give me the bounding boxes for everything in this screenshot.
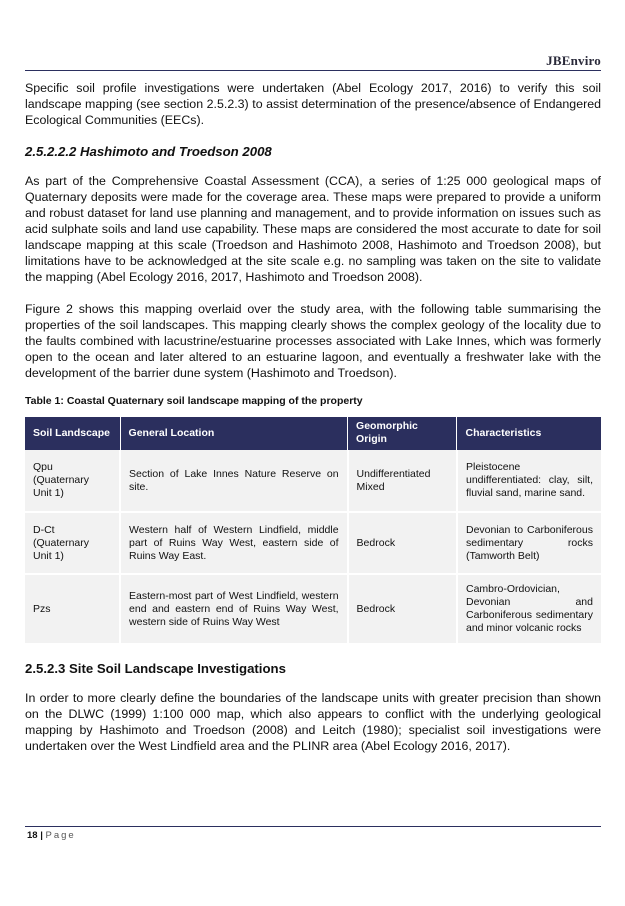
soil-landscape-cell: Qpu (Quaternary Unit 1) — [25, 450, 120, 512]
column-header-geomorphic-origin: Geomorphic Origin — [348, 417, 457, 450]
page-footer — [27, 830, 76, 841]
characteristics-cell: Devonian to Carboniferous sedimentary rocks (Tamworth Belt) — [457, 512, 601, 574]
geomorphic-origin-cell: Bedrock — [348, 574, 457, 644]
characteristics-cell: Cambro-Ordovician, Devonian and Carboniferous sedimentary and minor volcanic rocks — [457, 574, 601, 644]
paragraph-cca: As part of the Comprehensive Coastal Assessment (CCA), a series of 1:25 000 geological maps of Quaternary deposits were made for the coverage area. These maps were prepared to provide a uniform and robust dataset for land use planning and management, and to provide information on issues such as acid sulphate soils and land use capability. These maps are considered the most accurate to date for soil landscape mapping at this scale (Troedson and Hashimoto 2008, Hashimoto and Troedson 2008), but limitations have to be acknowledged at the site scale e.g. no sampling was taken on the site to validate the mapping (Abel Ecology 2016, 2017, Hashimoto and Troedson 2008). — [25, 174, 601, 284]
soil-landscape-cell: D-Ct (Quaternary Unit 1) — [25, 512, 120, 574]
page-number: 18 — [27, 830, 38, 841]
paragraph-figure-2: Figure 2 shows this mapping overlaid over the study area, with the following table summarising the properties of the soil landscapes. This mapping clearly shows the complex geology of the locality due to the faults combined with lacustrine/estuarine processes associated with Lake Innes, which was formerly open to the ocean and later altered to an estuarine lagoon, and eventually a freshwater lake with the development of the barrier dune system (Hashimoto and Troedson). — [25, 302, 601, 380]
heading-hashimoto-troedson: 2.5.2.2.2 Hashimoto and Troedson 2008 — [25, 144, 272, 159]
footer-separator: | — [37, 830, 46, 841]
column-header-characteristics: Characteristics — [457, 417, 601, 450]
general-location-cell: Western half of Western Lindfield, middle part of Ruins Way West, eastern side of Ruins Way East. — [120, 512, 348, 574]
heading-site-soil-investigations: 2.5.2.3 Site Soil Landscape Investigations — [25, 661, 286, 676]
page-label: Page — [45, 830, 76, 841]
characteristics-cell: Pleistocene undifferentiated: clay, silt, fluvial sand, marine sand. — [457, 450, 601, 512]
general-location-cell: Section of Lake Innes Nature Reserve on site. — [120, 450, 348, 512]
table-row — [25, 450, 601, 512]
paragraph-soil-profile: Specific soil profile investigations were undertaken (Abel Ecology 2017, 2016) to verify this soil landscape mapping (see section 2.5.2.3) to assist determination of the presence/absence of Endangered Ecological Communities (EECs). — [25, 81, 601, 127]
footer-divider — [25, 826, 601, 827]
paragraph-site-investigations: In order to more clearly define the boundaries of the landscape units with greater precision than shown on the DLWC (1999) 1:100 000 map, which also appears to conflict with the underlying geological mapping by Hashimoto and Troedson (2008) and Leitch (1980); specialist soil investigations were undertaken over the West Lindfield area and the PLINR area (Abel Ecology 2016, 2017). — [25, 691, 601, 753]
header-divider — [25, 70, 601, 71]
geomorphic-origin-cell: Undifferentiated Mixed — [348, 450, 457, 512]
page-content — [25, 80, 601, 754]
table-caption: Table 1: Coastal Quaternary soil landscape mapping of the property — [25, 395, 363, 407]
table-row — [25, 574, 601, 644]
soil-landscape-table — [25, 417, 601, 645]
column-header-soil-landscape: Soil Landscape — [25, 417, 120, 450]
column-header-general-location: General Location — [120, 417, 348, 450]
table-header-row — [25, 417, 601, 450]
soil-landscape-cell: Pzs — [25, 574, 120, 644]
general-location-cell: Eastern-most part of West Lindfield, western end and eastern end of Ruins Way West, western side of Ruins Way West — [120, 574, 348, 644]
brand-logo: JBEnviro — [546, 53, 601, 68]
geomorphic-origin-cell: Bedrock — [348, 512, 457, 574]
table-row — [25, 512, 601, 574]
